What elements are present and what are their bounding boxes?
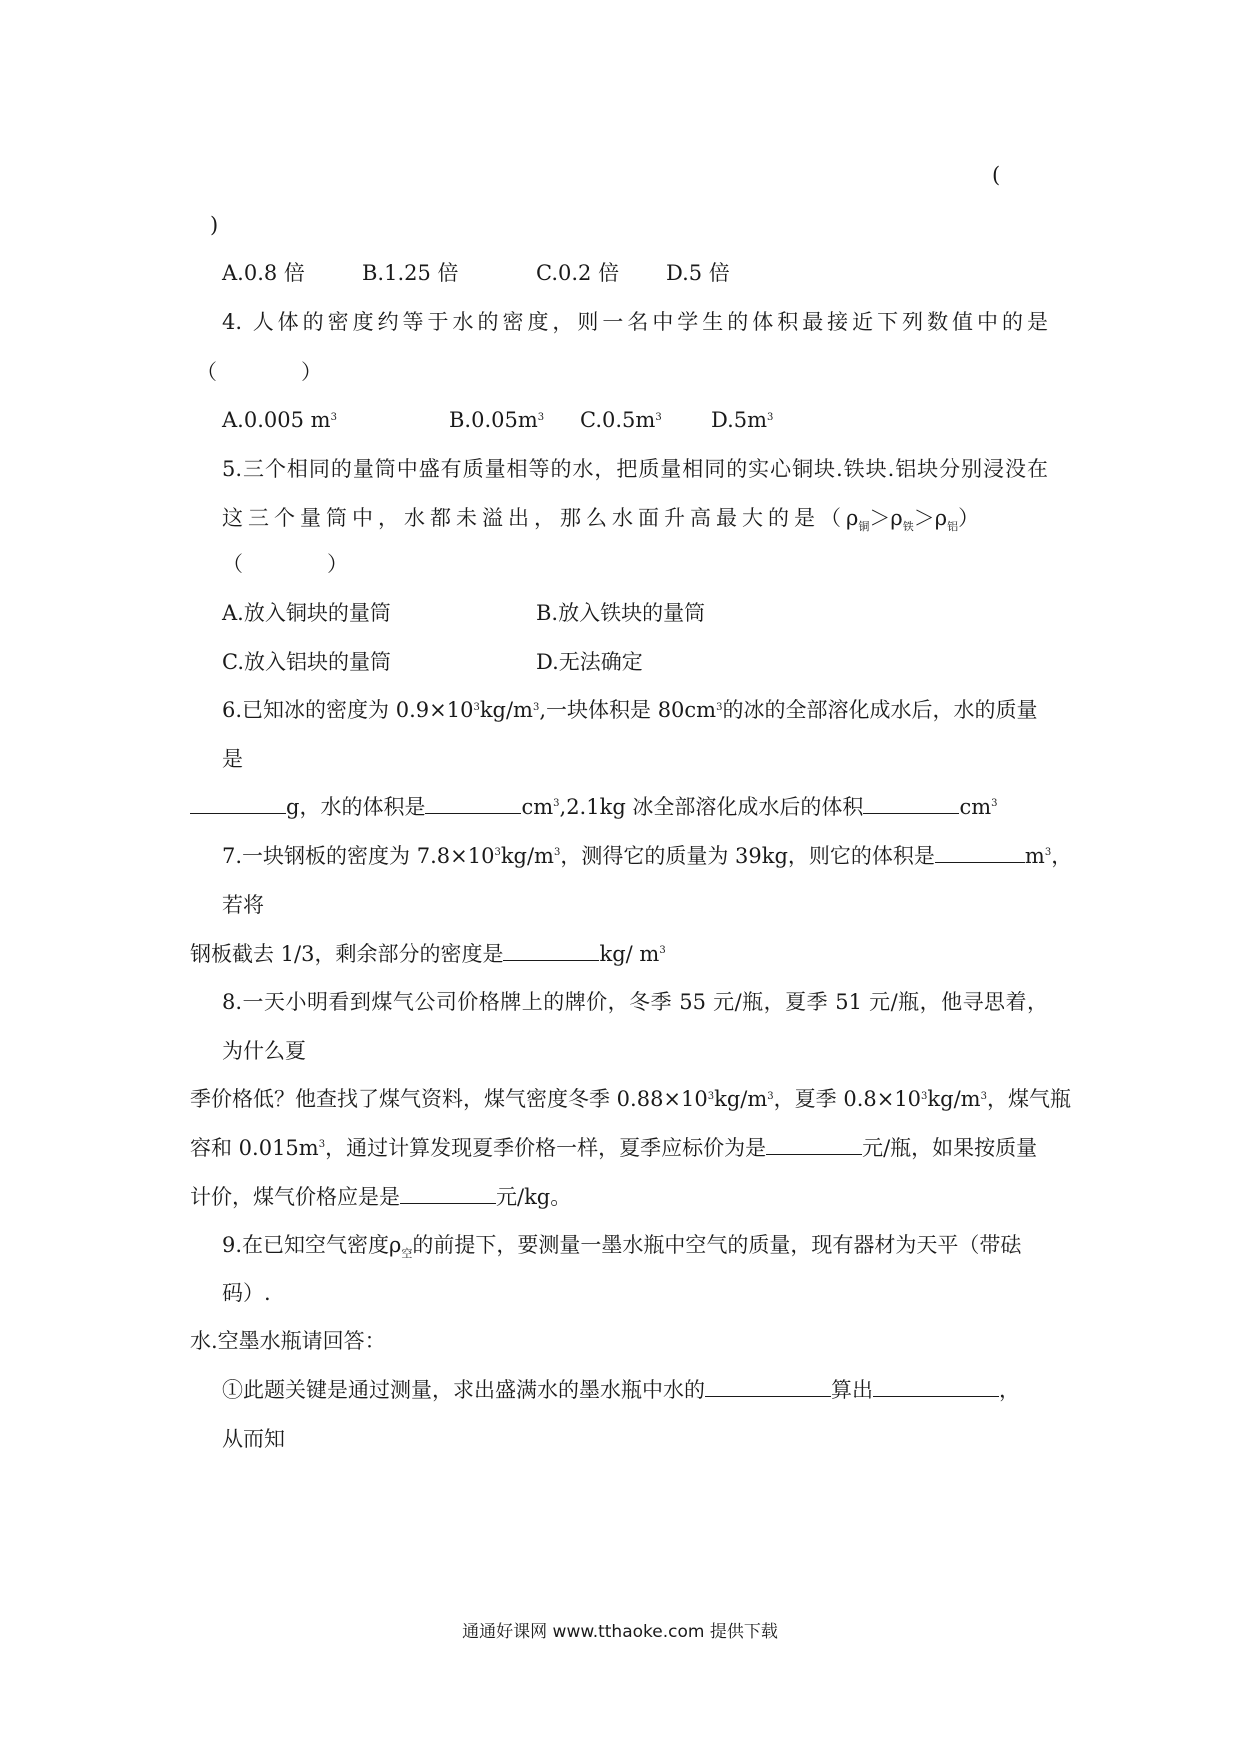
q4-option-b: $B.0.05m^3$ [449, 408, 545, 432]
q9-line2: 码）. [222, 1281, 271, 1305]
q8-blank-unit-price[interactable] [400, 1181, 496, 1204]
q5-option-b: B.放入铁块的量筒 [536, 601, 706, 625]
q4-stem: 4. 人体的密度约等于水的密度，则一名中学生的体积最接近下列数值中的是 [222, 310, 1048, 334]
q6-line3: g，水的体积是 $cm^3,2.1kg$ 冰全部溶化成水后的体积 $cm^3$ [190, 791, 998, 822]
q9-blank-measure[interactable] [705, 1374, 831, 1397]
q8-line3: 季价格低？他查找了煤气资料，煤气密度冬季 $0.88\times 10^3kg/m^3$，夏季 $0.8\times 10^3kg/m^3$，煤气瓶 [190, 1087, 1071, 1111]
q7-line3: 钢板截去 1/3，剩余部分的密度是 kg/ $m^3$ [190, 938, 666, 969]
q5-option-d: D.无法确定 [536, 650, 643, 674]
q9-line3: 水.空墨水瓶请回答： [190, 1329, 386, 1353]
q5-line2: 这三个量筒中，水都未溢出，那么水面升高最大的是$(\rho_铜>\rho_铁>\rho_铝)$ [222, 506, 980, 534]
q8-line1: 8.一天小明看到煤气公司价格牌上的牌价，冬季 55 元/瓶，夏季 51 元/瓶，他寻思着， [222, 990, 1048, 1014]
q3-option-d: D.5 倍 [666, 261, 730, 285]
q5-paren: （ ） [222, 552, 348, 576]
q8-line4: 容和 $0.015m^3$，通过计算发现夏季价格一样，夏季应标价为是 元/瓶，如果按质量 [190, 1132, 1037, 1163]
q3-paren-close: ) [210, 213, 219, 237]
q6-blank-mass[interactable] [190, 791, 286, 814]
q7-blank-volume[interactable] [935, 840, 1025, 863]
q3-option-a: A.0.8 倍 [222, 261, 305, 285]
q7-blank-density[interactable] [503, 938, 599, 961]
q3-option-c: C.0.2 倍 [536, 261, 620, 285]
q5-option-a: A.放入铜块的量筒 [222, 601, 391, 625]
q3-paren-open: ( [992, 163, 1001, 187]
q5-line1: 5.三个相同的量筒中盛有质量相等的水，把质量相同的实心铜块.铁块.铝块分别浸没在 [222, 457, 1048, 481]
q9-line4: ①此题关键是通过测量，求出盛满水的墨水瓶中水的 算出 ， [222, 1374, 1020, 1405]
q4-option-d: $D.5m^3$ [711, 408, 774, 432]
q8-line5: 计价，煤气价格应是是 元/kg。 [190, 1181, 571, 1212]
q4-paren: （ ） [196, 360, 322, 384]
q6-blank-volume-2[interactable] [863, 791, 959, 814]
q7-line2: 若将 [222, 893, 264, 917]
q9-line1: 9.在已知空气密度$\rho_空$的前提下，要测量一墨水瓶中空气的质量，现有器材为天平（带砝 [222, 1233, 1022, 1261]
q6-blank-volume[interactable] [425, 791, 521, 814]
q8-line2: 为什么夏 [222, 1039, 306, 1063]
q9-line5: 从而知 [222, 1427, 285, 1451]
q3-option-b: B.1.25 倍 [362, 261, 459, 285]
q8-blank-price[interactable] [766, 1132, 862, 1155]
q9-blank-calc[interactable] [873, 1374, 999, 1397]
page-footer: 通通好课网 www.tthaoke.com 提供下载 [462, 1622, 778, 1642]
q5-option-c: C.放入铝块的量筒 [222, 650, 391, 674]
q6-line2: 是 [222, 747, 243, 771]
q4-option-c: $C.0.5m^3$ [580, 408, 662, 432]
q7-line1: 7.一块钢板的密度为 $7.8\times 10^3kg/m^3$，测得它的质量为 39kg，则它的体积是 $m^3$， [222, 840, 1072, 871]
q6-line1: 6.已知冰的密度为 $0.9\times 10^3kg/m^3$,一块体积是 $80cm^3$的冰的全部溶化成水后，水的质量 [222, 698, 1038, 722]
q4-option-a: A.0.005 $m^3$ [222, 408, 337, 432]
